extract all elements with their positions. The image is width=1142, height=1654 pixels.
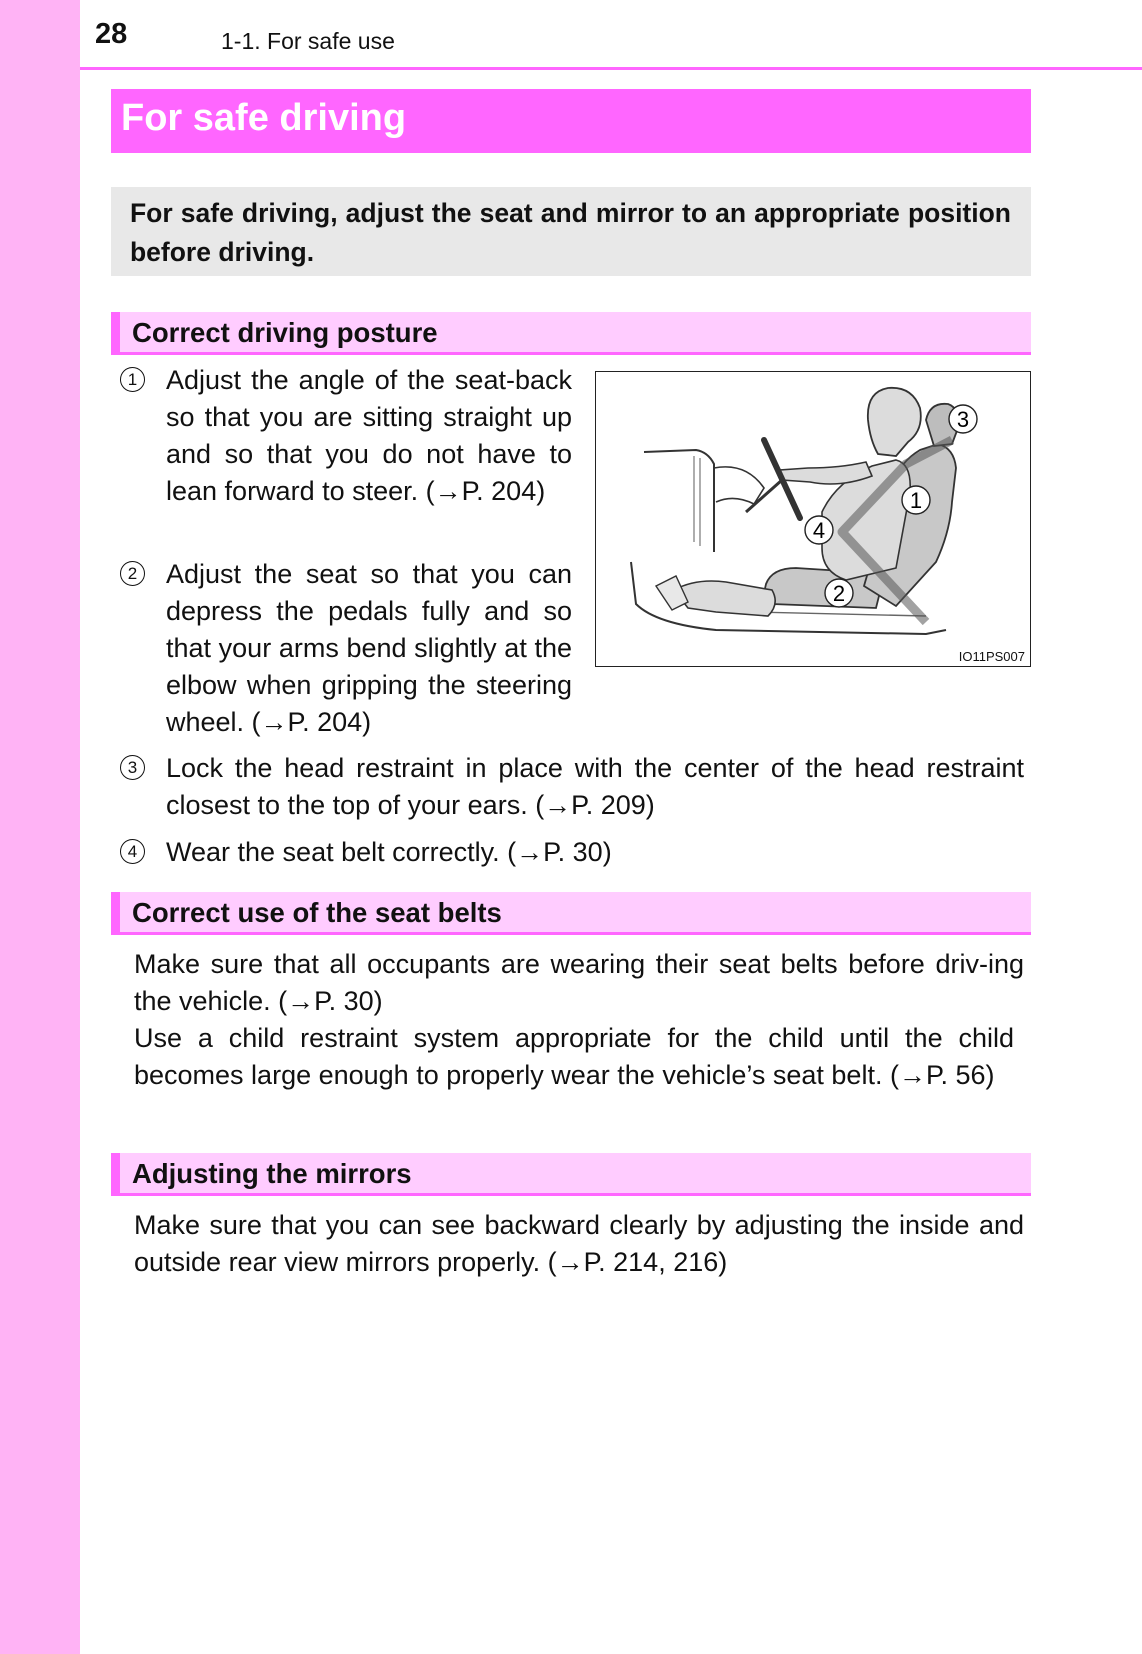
callout-1-label: 1: [909, 488, 923, 513]
circled-number: 1: [120, 367, 145, 392]
callout-3-label: 3: [956, 407, 970, 432]
circled-number: 3: [120, 755, 145, 780]
driver-head: [868, 388, 921, 456]
driver-shoe: [656, 576, 688, 610]
section-heading-seatbelts: Correct use of the seat belts: [111, 892, 1031, 935]
callout-4-label: 4: [812, 518, 826, 543]
section-heading-posture: Correct driving posture: [111, 312, 1031, 355]
chapter-title: 1-1. For safe use: [221, 28, 395, 54]
posture-item-text: Wear the seat belt correctly. (→P. 30): [166, 837, 612, 867]
steering-column: [746, 480, 782, 512]
intro-box: For safe driving, adjust the seat and mirror to an appropriate position before driving.: [111, 187, 1031, 276]
dashboard-panel-lines: [694, 456, 700, 546]
page-number: 28: [95, 18, 128, 50]
driving-posture-illustration: [595, 371, 1031, 667]
posture-item-text: Adjust the angle of the seat-back so that you are sitting straight up and so that you do not have to lean forward to steer. (→P. 204): [166, 365, 572, 506]
driver-leg: [674, 581, 775, 616]
mirrors-paragraph: Make sure that you can see backward clearly by adjusting the inside and outside rear view mirrors properly. (→P. 214, 216): [134, 1210, 1024, 1277]
illustration-code: IO11PS007: [958, 649, 1025, 664]
dashboard-outline: [644, 450, 714, 552]
circled-number: 2: [120, 561, 145, 586]
posture-item-text: Lock the head restraint in place with the center of the head restraint closest to the top of your ears. (→P. 209): [166, 753, 1024, 820]
side-color-strip: [0, 0, 80, 1654]
section-heading-mirrors: Adjusting the mirrors: [111, 1153, 1031, 1196]
circled-number: 4: [120, 839, 145, 864]
seat-rail: [756, 612, 926, 616]
driver-arm: [780, 462, 872, 484]
seatbelt-paragraph-1: Make sure that all occupants are wearing their seat belts before driv-ing the vehicle. (→P. 30): [134, 949, 1024, 1016]
seatbelt-paragraph-2: Use a child restraint system appropriate for the child until the child becomes large enough to properly wear the vehicle’s seat belt. (→P. 56): [134, 1023, 1014, 1090]
callout-2-label: 2: [832, 581, 846, 606]
instrument-hood: [714, 467, 764, 504]
driver-seat-drawing: [596, 372, 1030, 666]
posture-item-text: Adjust the seat so that you can depress the pedals fully and so that your arms bend slightly at the elbow when gripping the steering wheel. (→P. 204): [166, 559, 572, 737]
header-rule: [80, 67, 1142, 70]
page-title: For safe driving: [111, 89, 1031, 153]
